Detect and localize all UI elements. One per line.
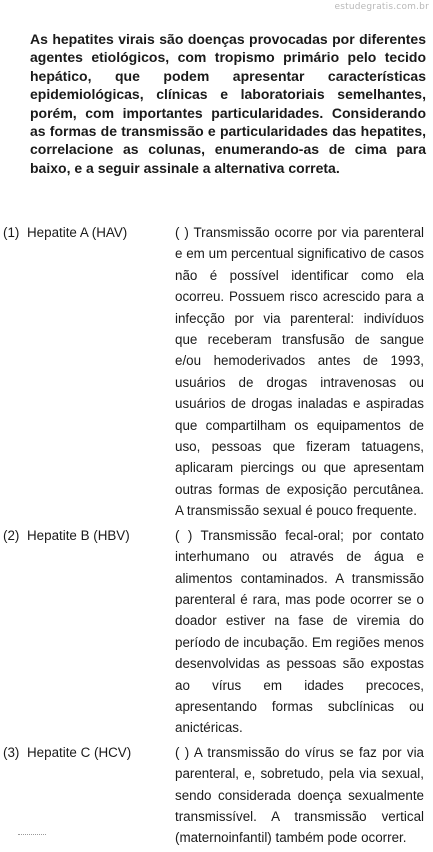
row-name: Hepatite A (HAV) [27, 225, 128, 240]
row-number: (2) [3, 527, 20, 543]
matching-row-hav [0, 222, 433, 522]
row-description: ( ) A transmissão do vírus se faz por via parenteral, e, sobretudo, pela via sexual, sendo considerada doença sexualmente transmissível. A transmissão vertical (maternoinfantil) também pode ocorrer. [175, 744, 424, 846]
row-name: Hepatite B (HBV) [27, 527, 130, 543]
row-description: ( ) Transmissão ocorre por via parenteral e em um percentual significativo de casos não é possível identificar como ela ocorreu. Possuem risco acrescido para a infecção por via parenteral: indivíduos que receberam transfusão de sangue e/ou hemoderivados antes de 1993, usuários de drogas intravenosas ou usuários de drogas inaladas e aspiradas que compartilham os equipamentos de uso, pessoas que fizeram tatuagens, aplicaram piercings ou que apresentam outras formas de exposição percutânea. A transmissão sexual é pouco frequente. [175, 225, 424, 519]
question-statement: As hepatites virais são doenças provocadas por diferentes agentes etiológicos, com tropismo primário pelo tecido hepático, que podem apresentar características epidemiológicas, clínicas e laboratoriais semelhantes, porém, com importantes particularidades. Considerando as formas de transmissão e particularidades das hepatites, correlacione as colunas, enumerando-as de cima para baixo, e a seguir assinale a alternativa correta. [30, 31, 426, 176]
row-description: ( ) Transmissão fecal-oral; por contato interhumano ou através de água e alimentos contaminados. A transmissão parenteral é rara, mas pode ocorrer se o doador estiver na fase de viremia do período de incubação. Em regiões menos desenvolvidas as pessoas são expostas ao vírus em idades precoces, apresentando formas subclínicas ou anictéricas. [175, 527, 424, 736]
page-divider [18, 834, 46, 838]
row-number: (1) [3, 225, 20, 240]
watermark-text: estudegratis.com.br [334, 2, 429, 12]
matching-columns [0, 222, 433, 852]
matching-row-hbv [0, 525, 433, 739]
row-name: Hepatite C (HCV) [27, 744, 132, 760]
row-number: (3) [3, 744, 20, 760]
matching-row-hcv [0, 742, 433, 849]
